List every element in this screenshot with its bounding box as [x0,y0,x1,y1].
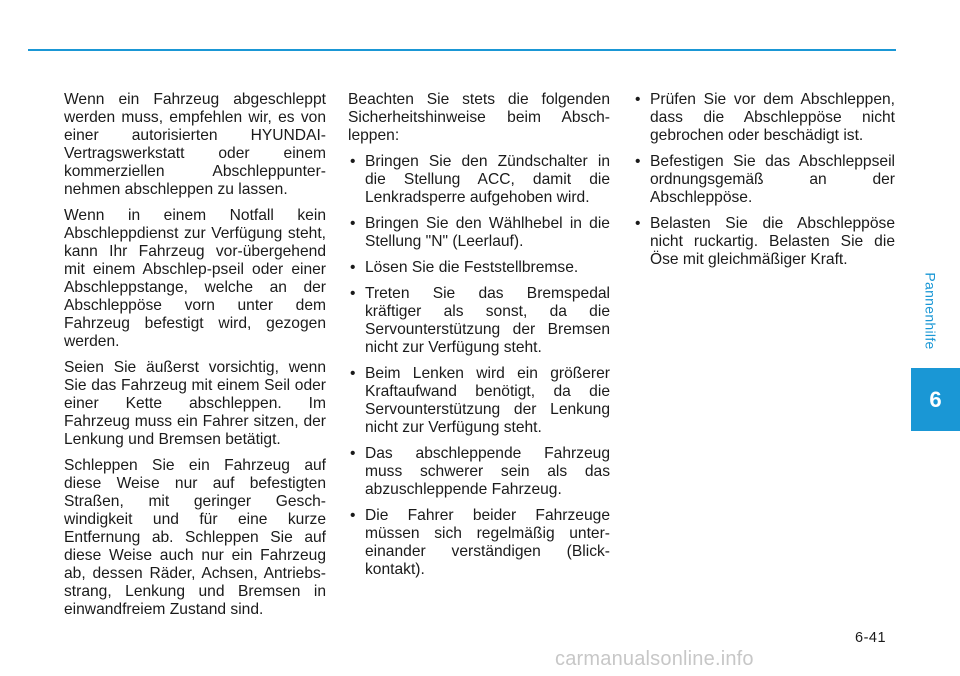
section-label-text: Pannenhilfe [923,272,940,350]
list-item: • Bringen Sie den Zündschalter in die Stellung ACC, damit die Lenkradsperre aufgehoben wird. [348,153,610,207]
header-rule [28,49,896,51]
list-item: • Belasten Sie die Abschleppöse nicht ruckartig. Belasten Sie die Öse mit gleichmäßiger Kraft. [633,215,895,269]
list-item: • Lösen Sie die Feststellbremse. [348,259,610,277]
chapter-tab [911,368,960,431]
column-3 [633,91,895,277]
list-item: • Treten Sie das Bremspedal kräftiger als sonst, da die Servounterstützung der Bremsen nicht zur Verfügung steht. [348,285,610,357]
chapter-number: 6 [929,386,942,412]
safety-list [348,153,610,579]
paragraph-conditions: Schleppen Sie ein Fahrzeug auf diese Weise nur auf befestigten Straßen, mit geringer Gesch-windigkeit und für eine kurze Entfernung ab. Schleppen Sie auf diese Weise auch nur ein Fahrzeug ab, dessen Räder, Achsen, Antriebs-strang, Lenkung und Bremsen in einwandfreiem Zustand sind. [64,457,326,618]
list-item: • Prüfen Sie vor dem Abschleppen, dass die Abschleppöse nicht gebrochen oder beschädigt ist. [633,91,895,145]
page-number: 6-41 [855,630,887,646]
paragraph-emergency: Wenn in einem Notfall kein Abschleppdienst zur Verfügung steht, kann Ihr Fahrzeug vor-übergehend mit einem Abschlep-pseil oder einer Abschleppstange, welche an der Abschleppöse vorn unter dem Fahrzeug befestigt wird, gezogen werden. [64,207,326,350]
checks-list [633,91,895,269]
list-item: • Bringen Sie den Wählhebel in die Stellung "N" (Leerlauf). [348,215,610,251]
section-label [917,266,945,356]
column-1 [64,91,326,627]
list-item: • Beim Lenken wird ein größerer Kraftaufwand benötigt, da die Servounterstützung der Lenkung nicht zur Verfügung steht. [348,365,610,437]
paragraph-intro: Wenn ein Fahrzeug abgeschleppt werden muss, empfehlen wir, es von einer autorisierten HYUNDAI-Vertragswerkstatt oder einem kommerziellen Abschleppunter-nehmen abschleppen zu lassen. [64,91,326,198]
list-item: • Das abschleppende Fahrzeug muss schwerer sein als das abzuschleppende Fahrzeug. [348,445,610,499]
paragraph-caution: Seien Sie äußerst vorsichtig, wenn Sie das Fahrzeug mit einem Seil oder einer Kette abschleppen. Im Fahrzeug muss ein Fahrer sitzen, der Lenkung und Bremsen betätigt. [64,359,326,448]
watermark: carmanualsonline.info [555,648,754,670]
list-item: • Befestigen Sie das Abschleppseil ordnungsgemäß an der Abschleppöse. [633,153,895,207]
safety-intro: Beachten Sie stets die folgenden Sicherheitshinweise beim Absch-leppen: [348,91,610,144]
column-2 [348,91,610,587]
list-item: • Die Fahrer beider Fahrzeuge müssen sich regelmäßig unter-einander verständigen (Blick-kontakt). [348,507,610,579]
